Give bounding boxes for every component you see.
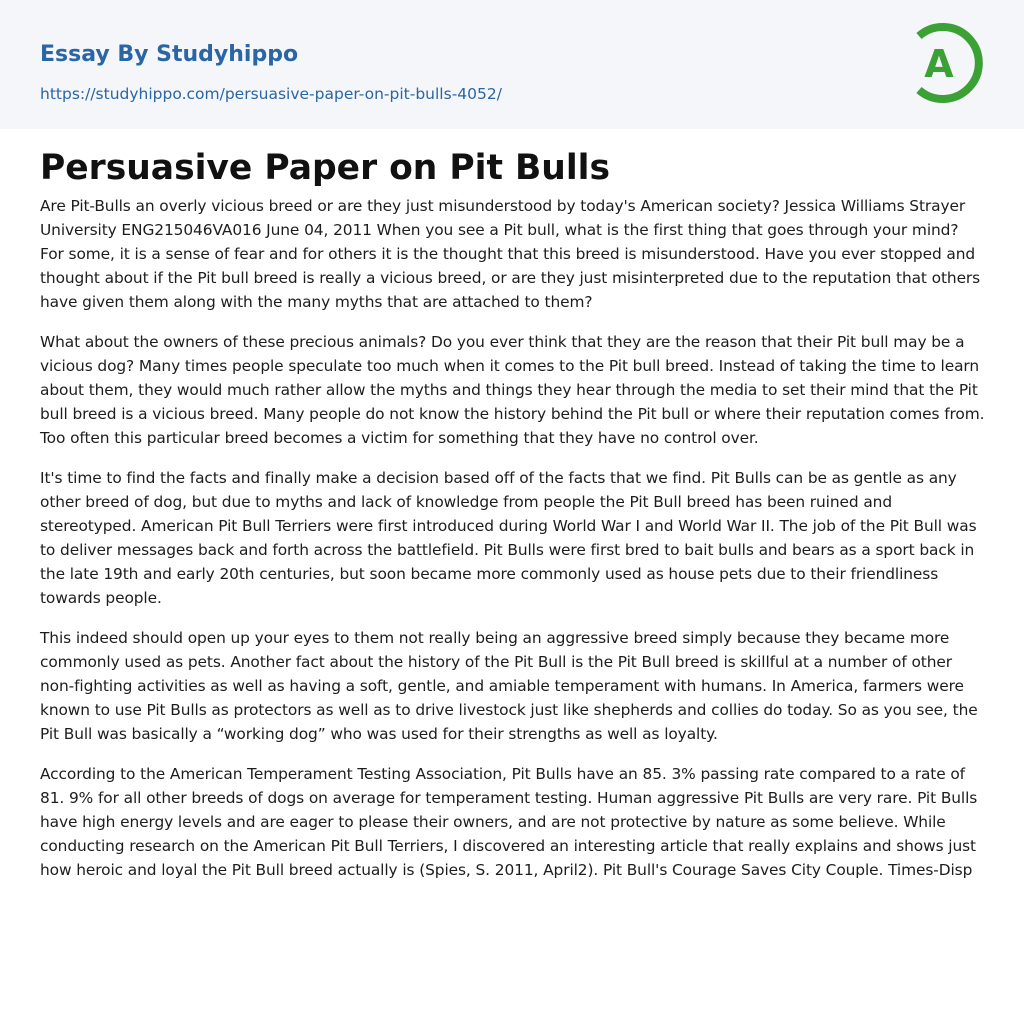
source-url-link[interactable]: https://studyhippo.com/persuasive-paper-on-pit-bulls-4052/: [40, 85, 502, 103]
essay-paragraph: According to the American Temperament Testing Association, Pit Bulls have an 85. 3% passing rate compared to a rate of 81. 9% for all other breeds of dogs on average for temperament testing. Human aggressive Pit Bulls are very rare. Pit Bulls have high energy levels and are eager to please their owners, and are not protective by nature as some believe. While conducting research on the American Pit Bull Terriers, I discovered an interesting article that really explains and shows just how heroic and loyal the Pit Bull breed actually is (Spies, S. 2011, April2). Pit Bull's Courage Saves City Couple. Times-Disp: [40, 765, 978, 879]
brand-title: Essay By Studyhippo: [40, 42, 299, 67]
essay-paragraph: It's time to find the facts and finally make a decision based off of the facts that we find. Pit Bulls can be as gentle as any other breed of dog, but due to myths and lack of knowledge from people the Pit Bull breed has been ruined and stereotyped. American Pit Bull Terriers were first introduced during World War I and World War II. The job of the Pit Bull was to deliver messages back and forth across the battlefield. Pit Bulls were first bred to bait bulls and bears as a sport back in the late 19th and early 20th centuries, but soon became more commonly used as house pets due to their friendliness towards people.: [40, 469, 977, 607]
header-banner: [0, 0, 1024, 129]
essay-body: [40, 194, 986, 898]
studyhippo-logo-icon[interactable]: [912, 20, 986, 106]
essay-paragraph: What about the owners of these precious animals? Do you ever think that they are the reason that their Pit bull may be a vicious dog? Many times people speculate too much when it comes to the Pit bull breed. Instead of taking the time to learn about them, they would much rather allow the myths and things they hear through the media to set their mind that the Pit bull breed is a vicious breed. Many people do not know the history behind the Pit bull or where their reputation comes from. Too often this particular breed becomes a victim for something that they have no control over.: [40, 333, 985, 447]
logo-letter: A: [924, 42, 954, 86]
essay-paragraph: This indeed should open up your eyes to them not really being an aggressive breed simply because they became more commonly used as pets. Another fact about the history of the Pit Bull is the Pit Bull breed is skillful at a number of other non-fighting activities as well as having a soft, gentle, and amiable temperament with humans. In America, farmers were known to use Pit Bulls as protectors as well as to drive livestock just like shepherds and collies do today. So as you see, the Pit Bull was basically a “working dog” who was used for their strengths as well as loyalty.: [40, 629, 978, 743]
page-title: Persuasive Paper on Pit Bulls: [40, 148, 611, 188]
essay-paragraph: Are Pit-Bulls an overly vicious breed or are they just misunderstood by today's American society? Jessica Williams Strayer University ENG215046VA016 June 04, 2011 When you see a Pit bull, what is the first thing that goes through your mind? For some, it is a sense of fear and for others it is the thought that this breed is misunderstood. Have you ever stopped and thought about if the Pit bull breed is really a vicious breed, or are they just misinterpreted due to the reputation that others have given them along with the many myths that are attached to them?: [40, 197, 981, 311]
